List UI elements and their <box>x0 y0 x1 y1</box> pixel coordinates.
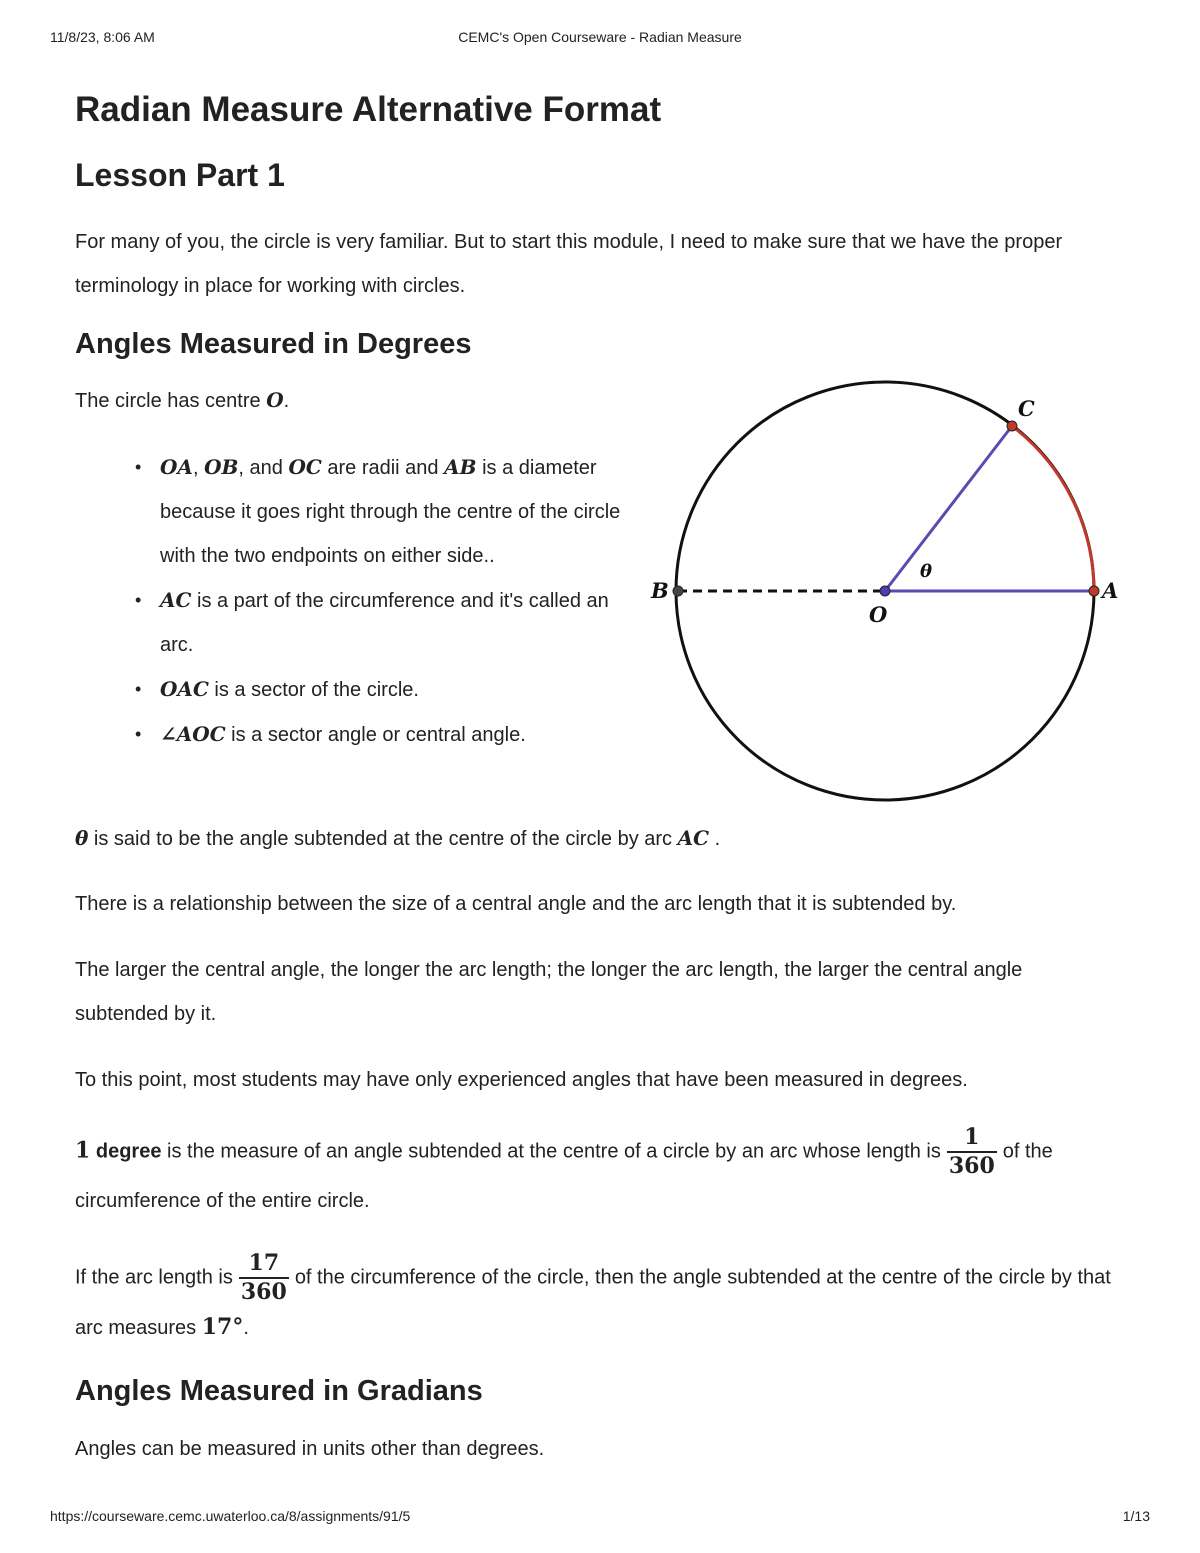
print-page-title: CEMC's Open Courseware - Radian Measure <box>458 29 742 45</box>
label-C: C <box>1018 396 1035 421</box>
centre-sentence: The circle has centre O. <box>75 388 290 412</box>
label-O: O <box>869 602 888 627</box>
arc-AC <box>1012 426 1094 591</box>
relationship-paragraph: There is a relationship between the size of a central angle and the arc length that it is subtended by. <box>75 893 957 915</box>
gradians-paragraph: Angles can be measured in units other than degrees. <box>75 1438 545 1460</box>
point-C <box>1007 421 1017 431</box>
label-B: B <box>651 578 669 603</box>
intro-paragraph: For many of you, the circle is very familiar. But to start this module, I need to make sure that we have the proper terminology in place for working with circles. <box>75 231 1063 297</box>
math-var-O: O <box>266 388 284 412</box>
point-A <box>1089 586 1099 596</box>
circle-diagram <box>640 375 1120 815</box>
print-footer <box>50 1508 1150 1528</box>
label-A: A <box>1102 578 1119 603</box>
print-header <box>50 29 1150 49</box>
page-title: Radian Measure Alternative Format <box>75 90 662 129</box>
section-heading-gradians: Angles Measured in Gradians <box>75 1375 483 1407</box>
print-url: https://courseware.cemc.uwaterloo.ca/8/assignments/91/5 <box>50 1508 411 1524</box>
point-O <box>880 586 890 596</box>
print-datetime: 11/8/23, 8:06 AM <box>50 29 155 45</box>
fraction-1-360: $\frac{1}{360}$ <box>948 1124 995 1180</box>
print-page-number: 1/13 <box>1122 1508 1150 1524</box>
degree-definition: 1 degree is the measure of an angle subtended at the centre of a circle by an arc whose length is $\frac{1}{360}$ of the circumference of the entire circle. <box>75 1124 1053 1213</box>
fraction-17-360: $\frac{17}{360}$ <box>240 1250 287 1306</box>
list-item: • OA, OB, and OC are radii and AB is a diameter because it goes right through the centre of the circle with the two endpoints on either side.. <box>135 455 621 567</box>
larger-paragraph: The larger the central angle, the longer the arc length; the longer the arc length, the larger the central angle subtended by it. <box>75 959 1023 1025</box>
arc-example: If the arc length is $\frac{17}{360}$ of the circumference of the circle, then the angle subtended at the centre of the circle by that arc measures 17°. <box>75 1250 1111 1341</box>
lesson-heading: Lesson Part 1 <box>75 157 285 193</box>
section-heading-degrees: Angles Measured in Degrees <box>75 328 472 360</box>
terminology-list <box>135 445 635 757</box>
point-B <box>673 586 683 596</box>
radius-OC <box>885 426 1012 591</box>
theta-sentence: θ is said to be the angle subtended at the centre of the circle by arc AC . <box>75 826 721 850</box>
list-item: • ∠AOC is a sector angle or central angle. <box>135 722 526 746</box>
list-item: • AC is a part of the circumference and it's called an arc. <box>135 588 609 656</box>
degrees-paragraph: To this point, most students may have only experienced angles that have been measured in degrees. <box>75 1069 968 1091</box>
label-theta: θ <box>920 561 933 582</box>
list-item: • OAC is a sector of the circle. <box>135 677 419 701</box>
